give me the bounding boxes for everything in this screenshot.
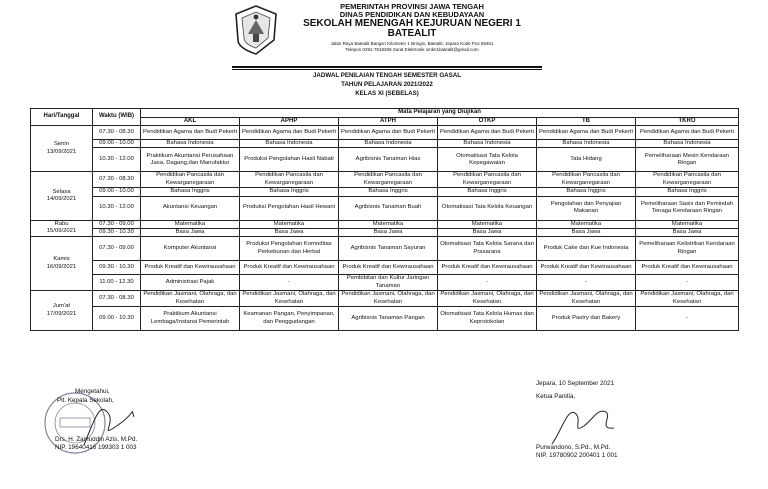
table-row <box>31 261 739 275</box>
committee-signature <box>548 400 618 450</box>
subject-cell: Praktikum Akuntansi Perusahaan Jasa, Dagang,dan Manufaktur <box>141 148 240 172</box>
letterhead-school-location: BATEALIT <box>387 28 437 40</box>
col-header-program: TB <box>537 117 636 126</box>
subject-cell: Matematika <box>240 220 339 228</box>
subject-cell: Produk Kreatif dan Kewirausahaan <box>240 261 339 275</box>
subject-cell: Pendidikan Pancasila dan Kewarganegaraan <box>438 172 537 188</box>
time-cell: 11.00 - 12.30 <box>93 275 141 291</box>
subject-cell: Bahasa Indonesia <box>339 140 438 148</box>
subject-cell: - <box>438 275 537 291</box>
subject-cell: Produksi Pengolahan Hasil Nabati <box>240 148 339 172</box>
time-cell: 09.00 - 10.00 <box>93 188 141 196</box>
time-cell: 09.30 - 10.30 <box>93 228 141 236</box>
place-date: Jepara, 10 September 2021 <box>536 380 615 387</box>
table-row <box>31 220 739 228</box>
subject-cell: Otomatisasi Tata Kelola Keuangan <box>438 196 537 220</box>
schedule-table <box>30 108 739 331</box>
subject-cell: Tata Hidang <box>537 148 636 172</box>
subject-cell: Basa Jawa <box>339 228 438 236</box>
subject-cell: Akuntansi Keuangan <box>141 196 240 220</box>
principal-signature <box>78 395 138 455</box>
time-cell: 07.30 - 09.00 <box>93 237 141 261</box>
subject-cell: Pendidikan Jasmani, Olahraga, dan Kesehatan <box>438 291 537 307</box>
subject-cell: Agribisnis Tanaman Buah <box>339 196 438 220</box>
subject-cell: Bahasa Inggris <box>636 188 739 196</box>
header-row <box>31 109 739 118</box>
subject-cell: - <box>537 275 636 291</box>
table-row <box>31 140 739 148</box>
principal-nip: NIP. 19640416 199303 1 003 <box>55 444 137 452</box>
col-header-program: OTKP <box>438 117 537 126</box>
time-cell: 07.30 - 08.30 <box>93 126 141 140</box>
subject-cell: Pendidikan Pancasila dan Kewarganegaraan <box>339 172 438 188</box>
subject-cell: Pendidikan Agama dan Budi Pekerti <box>636 126 739 140</box>
document-title: JADWAL PENILAIAN TENGAH SEMESTER GASAL <box>312 72 462 79</box>
day-cell: Senin 13/09/2021 <box>31 126 93 172</box>
col-header-program: TKRO <box>636 117 739 126</box>
subject-cell: Pemeliharaan Sasis dan Pemindah Tenaga Kendaraan Ringan <box>636 196 739 220</box>
subject-cell: Pendidikan Jasmani, Olahraga, dan Kesehatan <box>141 291 240 307</box>
subject-cell: Otomatisasi Tata Kelola Kepegawaian <box>438 148 537 172</box>
subject-cell: Basa Jawa <box>537 228 636 236</box>
subject-cell: Basa Jawa <box>636 228 739 236</box>
subject-cell: Praktikum Akuntansi Lembaga/Instansi Pemerintah <box>141 307 240 331</box>
document-titles <box>232 72 542 99</box>
subject-cell: Pendidikan Pancasila dan Kewarganegaraan <box>141 172 240 188</box>
col-header-time: Waktu (WIB) <box>93 109 141 126</box>
subject-cell: - <box>636 275 739 291</box>
table-row <box>31 291 739 307</box>
time-cell: 10.30 - 12.00 <box>93 196 141 220</box>
table-row <box>31 188 739 196</box>
committee-chair-name: Purwandono, S.Pd., M.Pd. <box>536 443 611 451</box>
table-row <box>31 307 739 331</box>
letterhead-divider <box>232 66 542 70</box>
subject-cell: Produk Kreatif dan Kewirausahaan <box>438 261 537 275</box>
time-cell: 07.30 - 08.30 <box>93 291 141 307</box>
subject-cell: Bahasa Inggris <box>537 188 636 196</box>
subject-cell: Pendidikan Pancasila dan Kewarganegaraan <box>537 172 636 188</box>
subject-cell: Matematika <box>537 220 636 228</box>
subject-cell: Agribisnis Tanaman Pangan <box>339 307 438 331</box>
subject-cell: Pendidikan Agama dan Budi Pekerti <box>438 126 537 140</box>
subject-cell: Komputer Akuntansi <box>141 237 240 261</box>
subject-cell: Bahasa Indonesia <box>240 140 339 148</box>
subject-cell: Produksi Pengolahan Komoditas Perkebunan dan Herbal <box>240 237 339 261</box>
letterhead-address: Jalan Raya Batealit Bangsri Kilometer 1 Bringin, Batealit, Jepara Kode Pos 59461 <box>330 40 494 46</box>
provincial-emblem-icon <box>232 4 280 56</box>
subject-cell: Keamanan Pangan, Penyimpanan, dan Penggudangan <box>240 307 339 331</box>
principal-name: Drs. H. Zainuddin Azis, M.Pd. <box>55 435 138 443</box>
subject-cell: Produk Kreatif dan Kewirausahaan <box>636 261 739 275</box>
subject-cell: - <box>636 307 739 331</box>
table-row <box>31 275 739 291</box>
time-cell: 09.30 - 10.30 <box>93 261 141 275</box>
letterhead-line-2: DINAS PENDIDIKAN DAN KEBUDAYAAN <box>339 9 485 19</box>
subject-cell: Produk Cake dan Kue Indonesia <box>537 237 636 261</box>
subject-cell: Agribisnis Tanaman Sayuran <box>339 237 438 261</box>
principal-role: Plt. Kepala Sekolah, <box>57 396 114 404</box>
subject-cell: Bahasa Indonesia <box>537 140 636 148</box>
subject-cell: Bahasa Indonesia <box>438 140 537 148</box>
subject-cell: Pendidikan Pancasila dan Kewarganegaraan <box>636 172 739 188</box>
letterhead <box>282 3 542 53</box>
subject-cell: Pendidikan Jasmani, Olahraga, dan Kesehatan <box>240 291 339 307</box>
letterhead-contact: Telepon 0291-7518269 Surat Elektronik smkn1batealit@gmail.com <box>345 47 479 53</box>
subject-cell: Produk Kreatif dan Kewirausahaan <box>339 261 438 275</box>
subject-cell: Bahasa Inggris <box>339 188 438 196</box>
subject-cell: Basa Jawa <box>438 228 537 236</box>
subject-cell: Produk Kreatif dan Kewirausahaan <box>537 261 636 275</box>
subject-cell: Pendidikan Pancasila dan Kewarganegaraan <box>240 172 339 188</box>
table-row <box>31 237 739 261</box>
subject-cell: Pendidikan Jasmani, Olahraga, dan Kesehatan <box>537 291 636 307</box>
subject-cell: Otomatisasi Tata Kelola Sarana dan Prasarana <box>438 237 537 261</box>
subject-cell: Pendidikan Agama dan Budi Pekerti <box>141 126 240 140</box>
committee-chair-nip: NIP. 19780902 200401 1 001 <box>536 452 618 460</box>
subject-cell: Pendidikan Agama dan Budi Pekerti <box>240 126 339 140</box>
subject-cell: Pembibitan dan Kultur Jaringan Tanaman <box>339 275 438 291</box>
subject-cell: Bahasa Indonesia <box>636 140 739 148</box>
day-cell: Rabu 15/09/2021 <box>31 220 93 237</box>
letterhead-school-name: SEKOLAH MENENGAH KEJURUAN NEGERI 1 <box>303 17 521 29</box>
subject-cell: Pendidikan Jasmani, Olahraga, dan Kesehatan <box>339 291 438 307</box>
subject-cell: - <box>240 275 339 291</box>
table-row <box>31 172 739 188</box>
subject-cell: Produk Pastry dan Bakery <box>537 307 636 331</box>
time-cell: 09.00 - 10.00 <box>93 140 141 148</box>
subject-cell: Pendidikan Agama dan Budi Pekerti <box>339 126 438 140</box>
time-cell: 10.30 - 12.00 <box>93 148 141 172</box>
table-row <box>31 196 739 220</box>
time-cell: 07.30 - 09.00 <box>93 220 141 228</box>
subject-cell: Matematika <box>438 220 537 228</box>
col-header-day: Hari/Tanggal <box>31 109 93 126</box>
subject-cell: Bahasa Inggris <box>438 188 537 196</box>
time-cell: 09.00 - 10.30 <box>93 307 141 331</box>
academic-year: TAHUN PELAJARAN 2021/2022 <box>341 80 433 88</box>
day-cell: Kamis 16/09/2021 <box>31 237 93 291</box>
col-header-subjects: Mata Pelajaran yang Diujikan <box>141 109 739 118</box>
time-cell: 07.30 - 08.30 <box>93 172 141 188</box>
subject-cell: Bahasa Inggris <box>240 188 339 196</box>
letterhead-line-1: PEMERINTAH PROVINSI JAWA TENGAH <box>340 2 484 11</box>
subject-cell: Agribisnis Tanaman Hias <box>339 148 438 172</box>
committee-role: Ketua Panitia, <box>536 392 576 400</box>
subject-cell: Otomatisasi Tata Kelola Humas dan Keprotokolan <box>438 307 537 331</box>
table-row <box>31 148 739 172</box>
table-row <box>31 228 739 236</box>
day-cell: Jum'at 17/09/2021 <box>31 291 93 331</box>
subject-cell: Pemeliharaan Kelistrikan Kendaraan Ringan <box>636 237 739 261</box>
day-cell: Selasa 14/09/2021 <box>31 172 93 220</box>
subject-cell: Matematika <box>636 220 739 228</box>
table-row <box>31 126 739 140</box>
subject-cell: Administrasi Pajak <box>141 275 240 291</box>
subject-cell: Matematika <box>339 220 438 228</box>
subject-cell: Pendidikan Jasmani, Olahraga, dan Kesehatan <box>636 291 739 307</box>
subject-cell: Matematika <box>141 220 240 228</box>
subject-cell: Bahasa Inggris <box>141 188 240 196</box>
subject-cell: Bahasa Indonesia <box>141 140 240 148</box>
subject-cell: Pendidikan Agama dan Budi Pekerti <box>537 126 636 140</box>
subject-cell: Produk Kreatif dan Kewirausahaan <box>141 261 240 275</box>
class-label: KELAS XI (SEBELAS) <box>355 89 419 97</box>
col-header-program: AKL <box>141 117 240 126</box>
col-header-program: ATPH <box>339 117 438 126</box>
subject-cell: Pengolahan dan Penyajian Makanan <box>537 196 636 220</box>
subject-cell: Basa Jawa <box>240 228 339 236</box>
subject-cell: Produksi Pengolahan Hasil Hewani <box>240 196 339 220</box>
col-header-program: APHP <box>240 117 339 126</box>
subject-cell: Basa Jawa <box>141 228 240 236</box>
acknowledged-label: Mengetahui, <box>75 388 110 395</box>
subject-cell: Pemeliharaan Mesin Kendaraan Ringan <box>636 148 739 172</box>
